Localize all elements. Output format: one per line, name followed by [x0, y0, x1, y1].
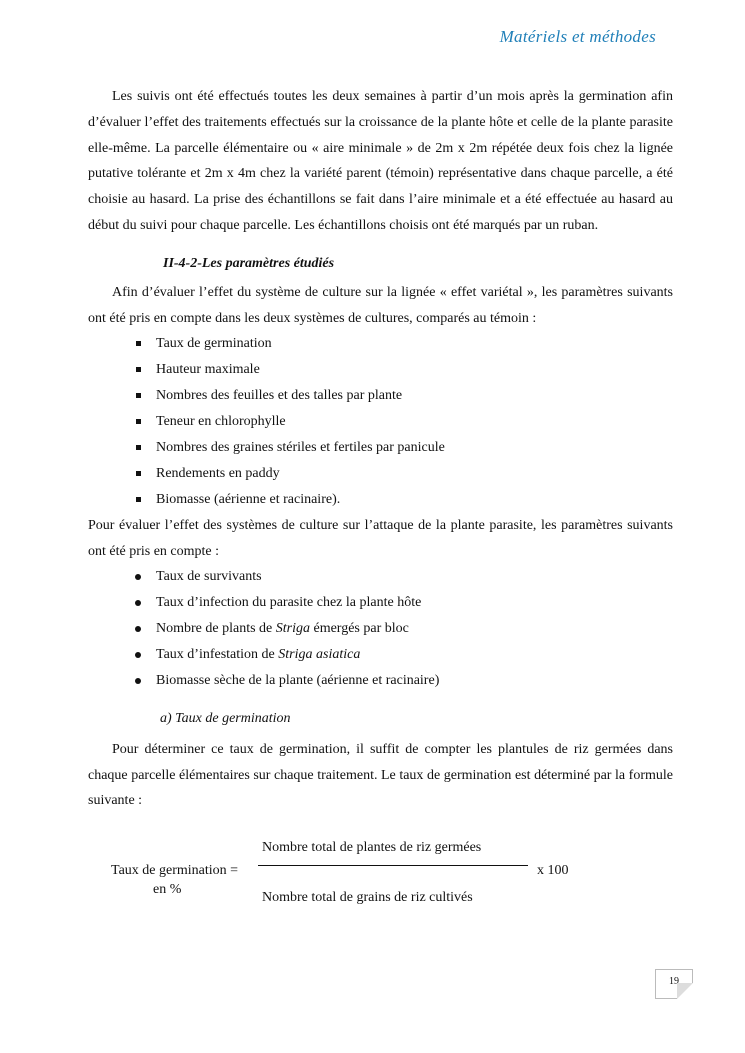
list-item [88, 616, 673, 642]
item-text: émergés par bloc [309, 621, 409, 637]
list-item: Taux de survivants [88, 564, 673, 590]
page-number: 19 [655, 969, 693, 999]
list-item: Rendements en paddy [88, 461, 673, 487]
fraction-bar [258, 865, 528, 866]
list-item: Biomasse sèche de la plante (aérienne et racinaire) [88, 668, 673, 694]
germination-paragraph: Pour déterminer ce taux de germination, il suffit de compter les plantules de riz germées dans chaque parcelle élémentaires sur chaque traitement. Le taux de germination est déterminé par la formule suivante : [88, 741, 673, 809]
list-item [88, 642, 673, 668]
list-item: Teneur en chlorophylle [88, 409, 673, 435]
formula-lhs: Taux de germination = [111, 863, 239, 879]
formula-multiplier: x 100 [537, 863, 569, 879]
formula-lhs-unit: en % [153, 882, 182, 898]
list-item: Nombres des feuilles et des talles par plante [88, 383, 673, 409]
varietal-params-list [88, 331, 673, 512]
germination-formula [88, 830, 673, 940]
species-name: Striga [275, 621, 310, 637]
list-item: Taux de germination [88, 331, 673, 357]
formula-numerator: Nombre total de plantes de riz germées [262, 840, 482, 856]
section-heading: II-4-2-Les paramètres étudiés [163, 255, 335, 271]
list-item: Nombres des graines stériles et fertiles par panicule [88, 435, 673, 461]
item-text: Taux d’infestation de [156, 647, 279, 663]
formula-denominator: Nombre total de grains de riz cultivés [262, 890, 473, 906]
parasite-params-list [88, 564, 673, 694]
varietal-intro-paragraph: Afin d’évaluer l’effet du système de culture sur la lignée « effet variétal », les paramètres suivants ont été pris en compte dans les deux systèmes de cultures, comparés au témoin : [88, 284, 673, 326]
intro-paragraph: Les suivis ont été effectués toutes les deux semaines à partir d’un mois après la germination afin d’évaluer l’effet des traitements effectués sur la croissance de la plante hôte et celle de la plante parasite elle-même. La parcelle élémentaire ou « aire minimale » de 2m x 2m répétée deux fois chez la lignée putative tolérante et 2m x 4m chez la variété parent (témoin) représentative dans chaque parcelle, a été choisie au hasard. La prise des échantillons se fait dans l’aire minimale et a été effectuée au hasard au début du suivi pour chaque parcelle. Les échantillons choisis ont été marqués par un ruban. [88, 89, 673, 233]
list-item: Biomasse (aérienne et racinaire). [88, 487, 673, 513]
parasite-intro-paragraph: Pour évaluer l’effet des systèmes de culture sur l’attaque de la plante parasite, les paramètres suivants ont été pris en compte : [88, 517, 673, 559]
page-content [88, 84, 673, 940]
page-header-title: Matériels et méthodes [499, 27, 656, 46]
list-item: Taux d’infection du parasite chez la plante hôte [88, 590, 673, 616]
list-item: Hauteur maximale [88, 357, 673, 383]
species-name: Striga asiatica [278, 647, 361, 663]
subsection-heading: a) Taux de germination [160, 710, 291, 726]
item-text: Nombre de plants de [156, 621, 276, 637]
